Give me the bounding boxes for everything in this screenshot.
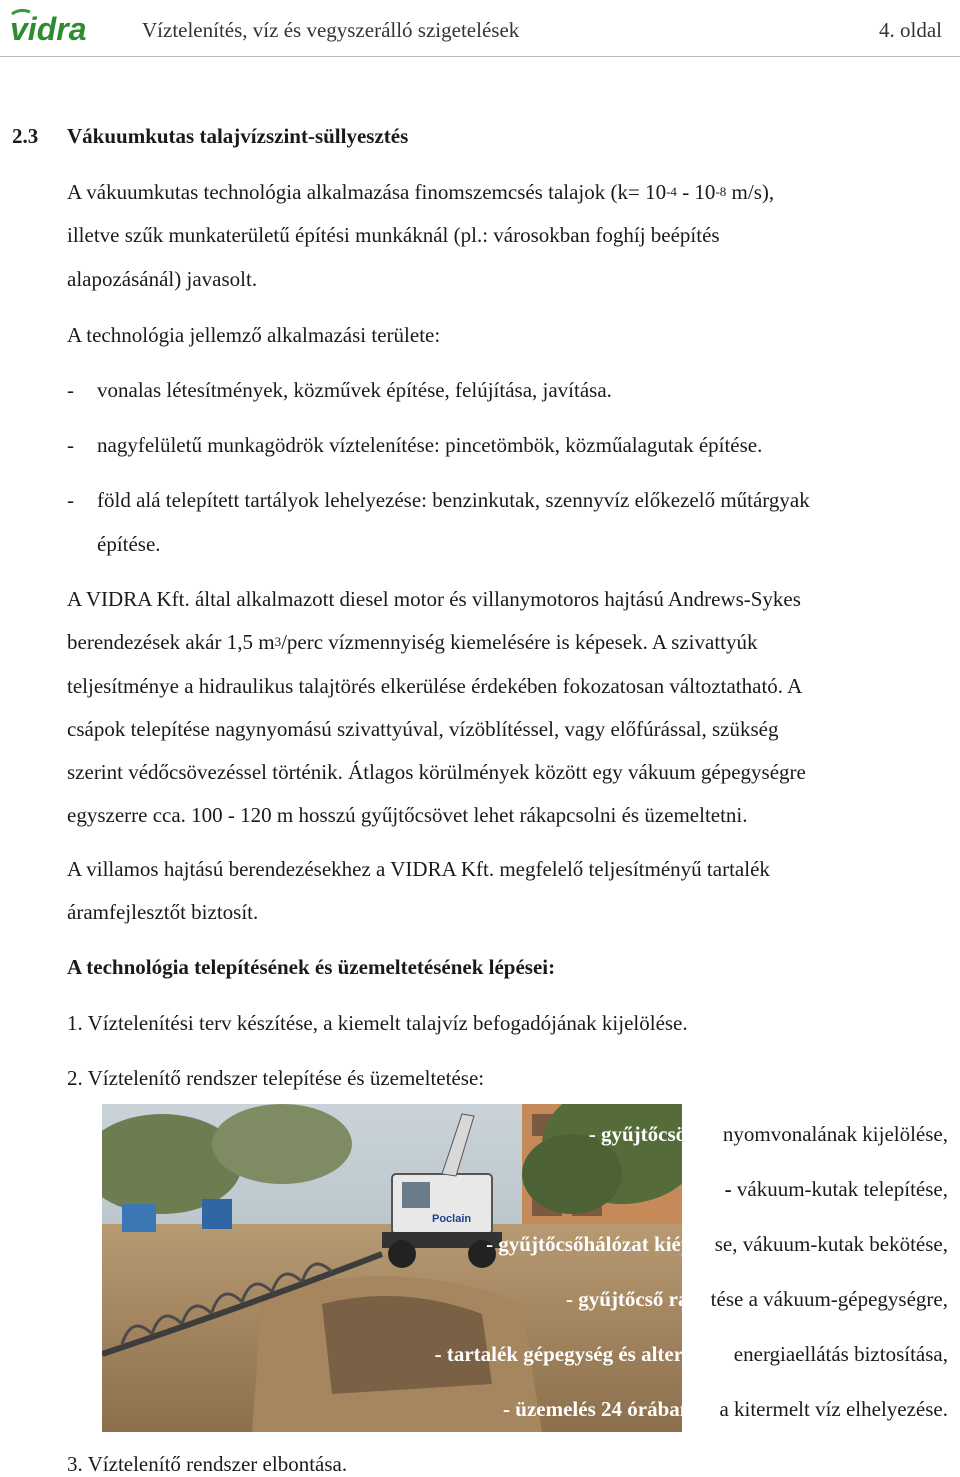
bullet-dash: -	[67, 433, 74, 457]
intro-line-2: illetve szűk munkaterületű építési munkáknál (pl.: városokban foghíj beépítés	[67, 223, 720, 247]
step-2: 2. Víztelenítő rendszer telepítése és üzemeltetése:	[67, 1066, 485, 1090]
vidra-line-1: A VIDRA Kft. által alkalmazott diesel motor és villanymotoros hajtású Andrews-Sykes	[67, 587, 801, 611]
intro-line-3: alapozásánál) javasolt.	[67, 267, 258, 291]
application-item: föld alá telepített tartályok lehelyezése: benzinkutak, szennyvíz előkezelő műtárgyak	[97, 488, 810, 512]
step-substep: - vákuum-kutak telepítése,	[724, 1177, 948, 1201]
vidra-line-4: csápok telepítése nagynyomású szivattyúval, vízöblítéssel, vagy előfúrással, szükség	[67, 717, 779, 741]
step-substep: - gyűjtőcsövek nyomvonalának kijelölése,	[588, 1122, 948, 1146]
application-heading: A technológia jellemző alkalmazási területe:	[67, 323, 441, 347]
application-item-continued: építése.	[97, 532, 161, 556]
generator-line-1: A villamos hajtású berendezésekhez a VIDRA Kft. megfelelő teljesítményű tartalék	[67, 857, 770, 881]
logo-text: vidra	[10, 11, 87, 46]
step-substep: - gyűjtőcső rákötése a vákuum-gépegységre,	[566, 1287, 948, 1311]
header-title: Víztelenítés, víz és vegyszerálló szigetelések	[142, 18, 520, 42]
section-title: Vákuumkutas talajvízszint-süllyesztés	[67, 124, 409, 148]
vidra-line-5: szerint védőcsövezéssel történik. Átlagos körülmények között egy vákuum gépegységre	[67, 760, 806, 784]
generator-line-2: áramfejlesztőt biztosít.	[67, 900, 259, 924]
section-number: 2.3	[12, 124, 39, 148]
construction-site-photo	[102, 1104, 682, 1432]
machine-brand: Poclain	[432, 1213, 472, 1225]
bullet-dash: -	[67, 378, 74, 402]
vidra-line-2: berendezések akár 1,5 $m^3$/perc vízmennyiség kiemelésére is képesek. A szivattyúk	[67, 630, 758, 654]
header-rule	[0, 56, 960, 57]
page-number: 4. oldal	[879, 18, 942, 42]
step-substep: - gyűjtőcsőhálózat kiépítése, vákuum-kutak bekötése,	[486, 1232, 948, 1256]
bullet-dash: -	[67, 488, 74, 512]
step-3: 3. Víztelenítő rendszer elbontása.	[67, 1452, 348, 1476]
step-1: 1. Víztelenítési terv készítése, a kiemelt talajvíz befogadójának kijelölése.	[67, 1011, 688, 1035]
vidra-line-3: teljesítménye a hidraulikus talajtörés elkerülése érdekében fokozatosan változtatható. A	[67, 674, 803, 698]
step-substep: - üzemelés 24 órában és a kitermelt víz elhelyezése.	[503, 1397, 948, 1421]
application-item: nagyfelületű munkagödrök víztelenítése: pincetömbök, közműalagutak építése.	[97, 433, 763, 457]
steps-heading: A technológia telepítésének és üzemeltetésének lépései:	[67, 955, 556, 979]
application-item: vonalas létesítmények, közművek építése, felújítása, javítása.	[97, 378, 612, 402]
vidra-logo	[8, 6, 112, 46]
intro-line-1: A vákuumkutas technológia alkalmazása finomszemcsés talajok ($k= 10^{-4} - 10^{-8}$ m/s),	[67, 180, 775, 204]
step-substep: - tartalék gépegység és alternatív energiaellátás biztosítása,	[434, 1342, 948, 1366]
vidra-line-6: egyszerre cca. 100 - 120 m hosszú gyűjtőcsövet lehet rákapcsolni és üzemeltetni.	[67, 803, 748, 827]
